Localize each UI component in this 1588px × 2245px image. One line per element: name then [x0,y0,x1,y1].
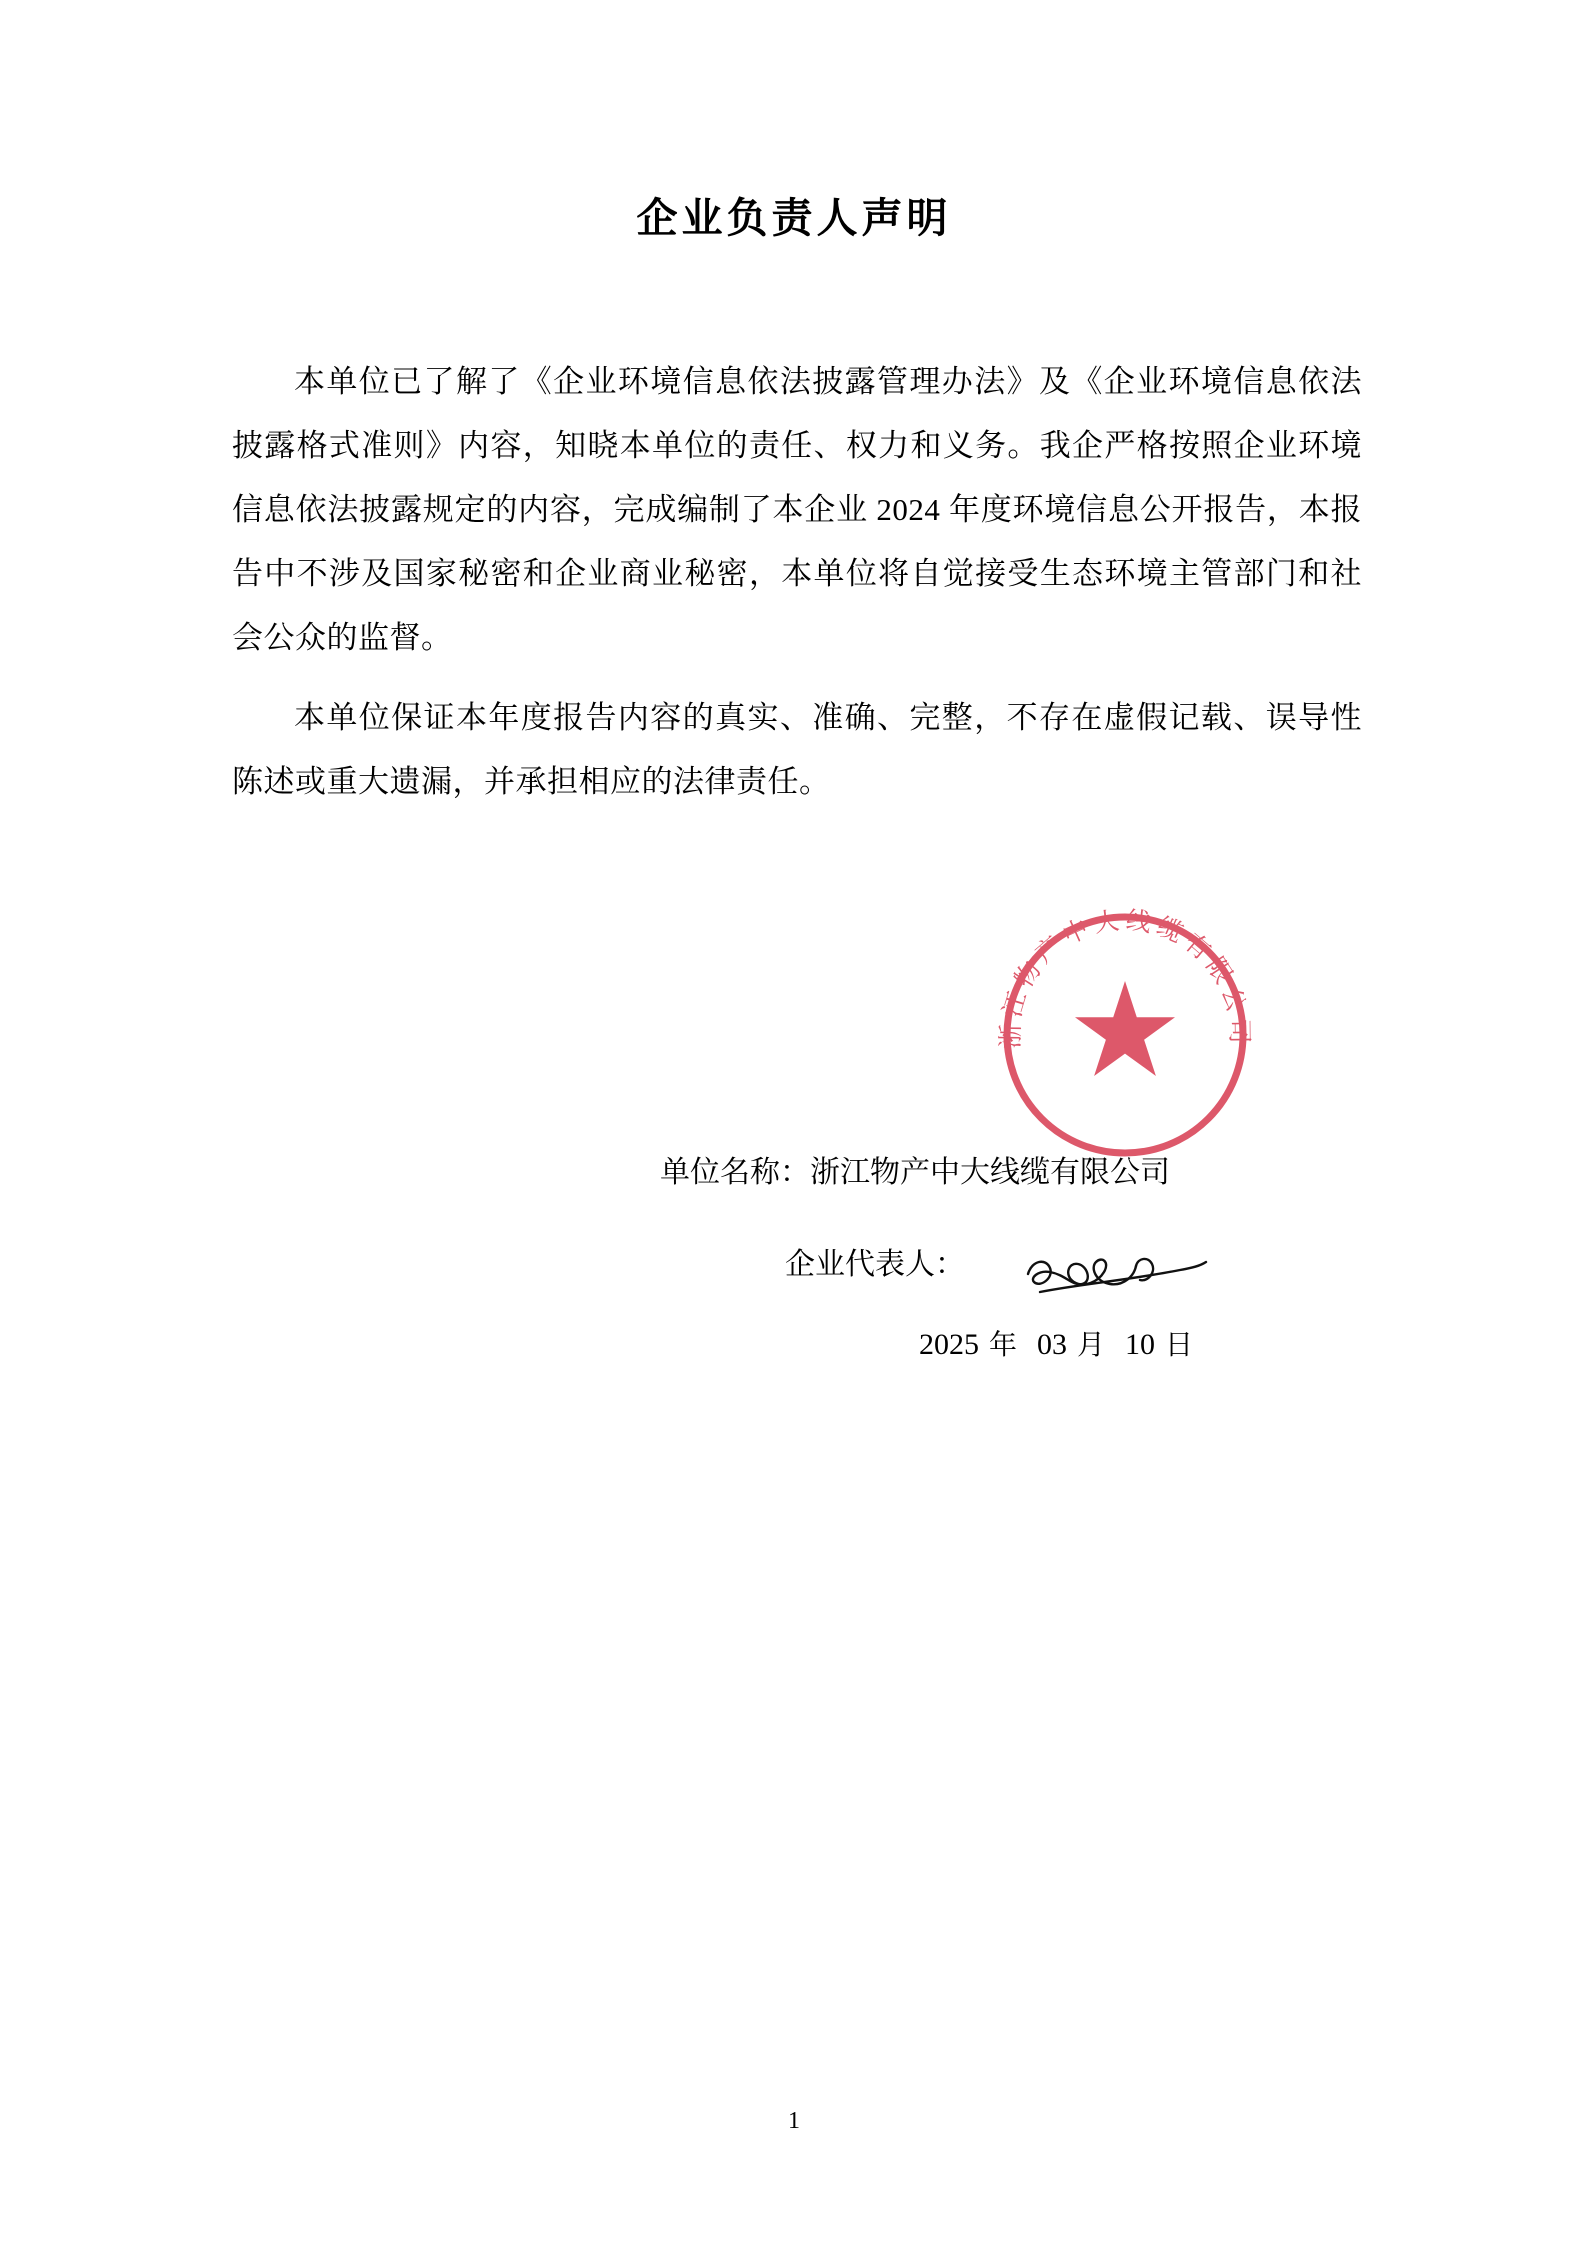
date-month-unit: 月 [1077,1330,1106,1361]
company-name-label: 单位名称： [660,1156,810,1189]
date-month: 03 [1037,1328,1068,1361]
date-year: 2025 [919,1328,979,1361]
page-number: 1 [788,2108,800,2134]
signature-block [640,1140,1380,1379]
paragraph-1: 本单位已了解了《企业环境信息依法披露管理办法》及《企业环境信息依法披露格式准则》内容，知晓本单位的责任、权力和义务。我企严格按照企业环境信息依法披露规定的内容，完成编制了本企业 2024 年度环境信息公开报告，本报告中不涉及国家秘密和企业商业秘密，本单位将自觉接受生态环境主管部门和社会公众的监督。 [232,364,1362,655]
date-line [915,1312,1380,1379]
representative-line [785,1232,1380,1298]
date-day: 10 [1125,1328,1156,1361]
date-year-unit: 年 [989,1330,1018,1361]
page-title: 企业负责人声明 [636,195,952,241]
svg-text:浙江物产中大线缆有限公司: 浙江物产中大线缆有限公司 [996,906,1254,1049]
date-day-unit: 日 [1165,1330,1194,1361]
paragraph-2: 本单位保证本年度报告内容的真实、准确、完整，不存在虚假记载、误导性陈述或重大遗漏，并承担相应的法律责任。 [232,700,1362,799]
company-name-value: 浙江物产中大线缆有限公司 [810,1156,1170,1189]
company-name-line [660,1140,1380,1206]
representative-label: 企业代表人： [785,1248,965,1281]
document-body [232,350,1362,830]
